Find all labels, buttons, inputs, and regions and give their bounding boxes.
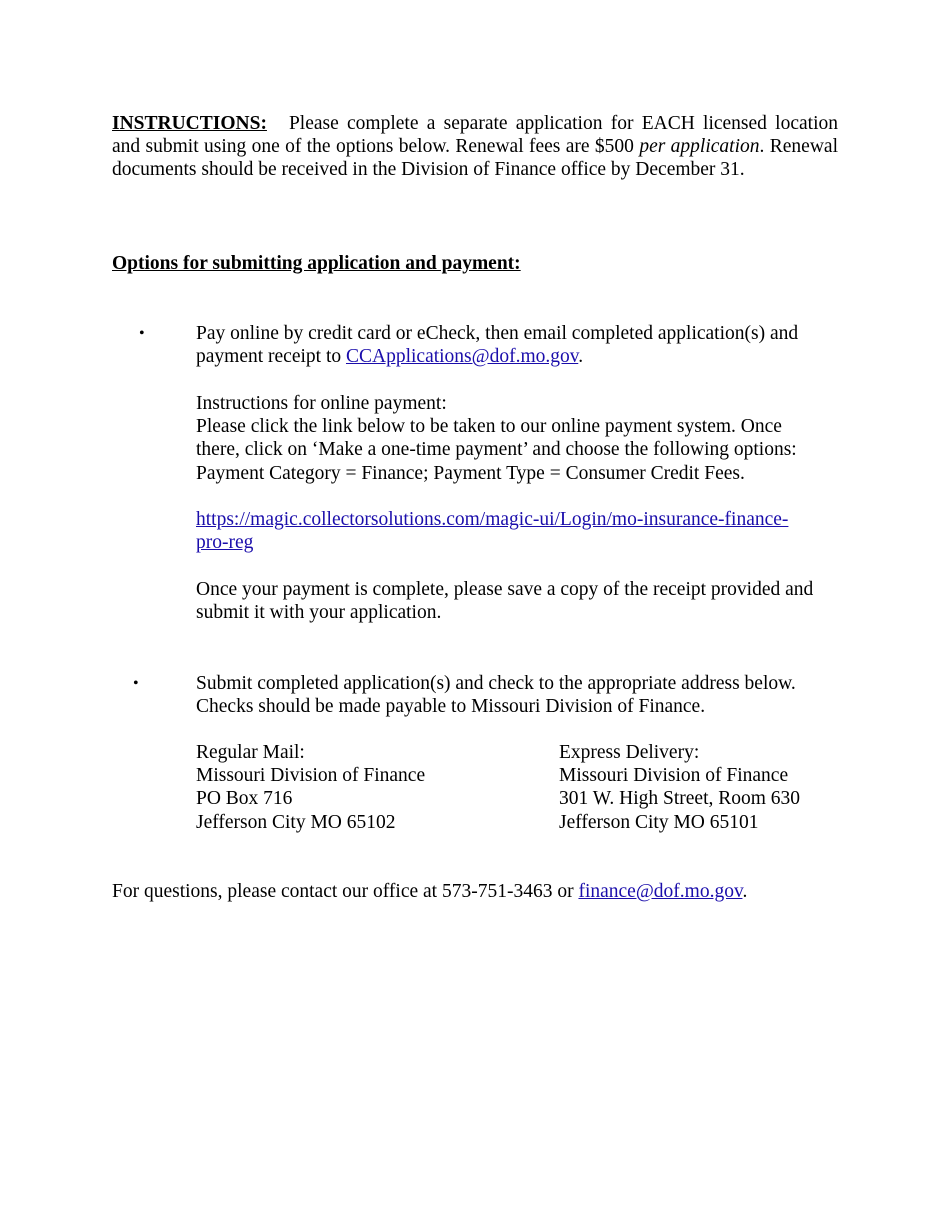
payment-url-block (196, 508, 846, 554)
regular-mail-line-1: Missouri Division of Finance (196, 765, 426, 787)
regular-mail-address (196, 741, 425, 834)
express-delivery-line-2: 301 W. High Street, Room 630 (559, 788, 801, 810)
after-payment-line-2: submit it with your application. (196, 602, 442, 624)
contact-line (112, 880, 747, 903)
instructions-label: INSTRUCTIONS: (112, 113, 267, 134)
after-payment-line-1: Once your payment is complete, please save a copy of the receipt provided and (196, 579, 814, 600)
instructions-text-1: Please complete a separate application for EACH licensed location and submit using one of the options below. Renewal fees are $500 (112, 113, 838, 157)
online-line-2-suffix: . (578, 346, 584, 368)
contact-prefix: For questions, please contact our office at 573-751-3463 or (112, 881, 579, 902)
bullet-online: • (139, 325, 145, 342)
online-line-2 (196, 345, 846, 368)
regular-mail-line-3: Jefferson City MO 65102 (196, 811, 396, 833)
instructions-text-2: . Renewal documents should be received in the Division of Finance office by December 31. (112, 136, 838, 180)
online-instructions-line-2: there, click on ‘Make a one-time payment’ and choose the following options: (196, 439, 797, 461)
online-instructions-heading: Instructions for online payment: (196, 393, 447, 414)
online-instructions-line-1: Please click the link below to be taken to our online payment system. Once (196, 416, 782, 438)
instructions-paragraph (112, 112, 838, 181)
after-payment-block (196, 578, 846, 624)
regular-mail-line-2: PO Box 716 (196, 788, 293, 810)
mail-line-1: Submit completed application(s) and check to the appropriate address below. (196, 673, 796, 694)
online-instructions-block (196, 392, 846, 485)
online-line-1: Pay online by credit card or eCheck, then email completed application(s) and (196, 323, 799, 344)
payment-url-link-line-2[interactable]: pro-reg (196, 532, 254, 554)
finance-email-link[interactable]: finance@dof.mo.gov (578, 881, 743, 902)
ccapplications-email-link[interactable]: CCApplications@dof.mo.gov (345, 346, 579, 368)
instructions-text-italic: per application (639, 136, 760, 157)
contact-suffix: . (742, 881, 748, 902)
express-delivery-line-1: Missouri Division of Finance (559, 765, 789, 787)
online-instructions-line-3: Payment Category = Finance; Payment Type = Consumer Credit Fees. (196, 462, 745, 484)
online-line-2-prefix: payment receipt to (196, 346, 346, 368)
regular-mail-heading: Regular Mail: (196, 742, 305, 763)
express-delivery-address (559, 741, 800, 834)
express-delivery-line-3: Jefferson City MO 65101 (559, 811, 759, 833)
options-heading: Options for submitting application and payment: (112, 253, 521, 274)
payment-url-link-line-1[interactable]: https://magic.collectorsolutions.com/magic-ui/Login/mo-insurance-finance- (196, 509, 789, 530)
express-delivery-heading: Express Delivery: (559, 742, 700, 763)
option-online-block (196, 322, 846, 368)
mail-line-2: Checks should be made payable to Missouri Division of Finance. (196, 696, 706, 718)
option-mail-block (196, 672, 846, 718)
bullet-mail: • (133, 675, 139, 692)
